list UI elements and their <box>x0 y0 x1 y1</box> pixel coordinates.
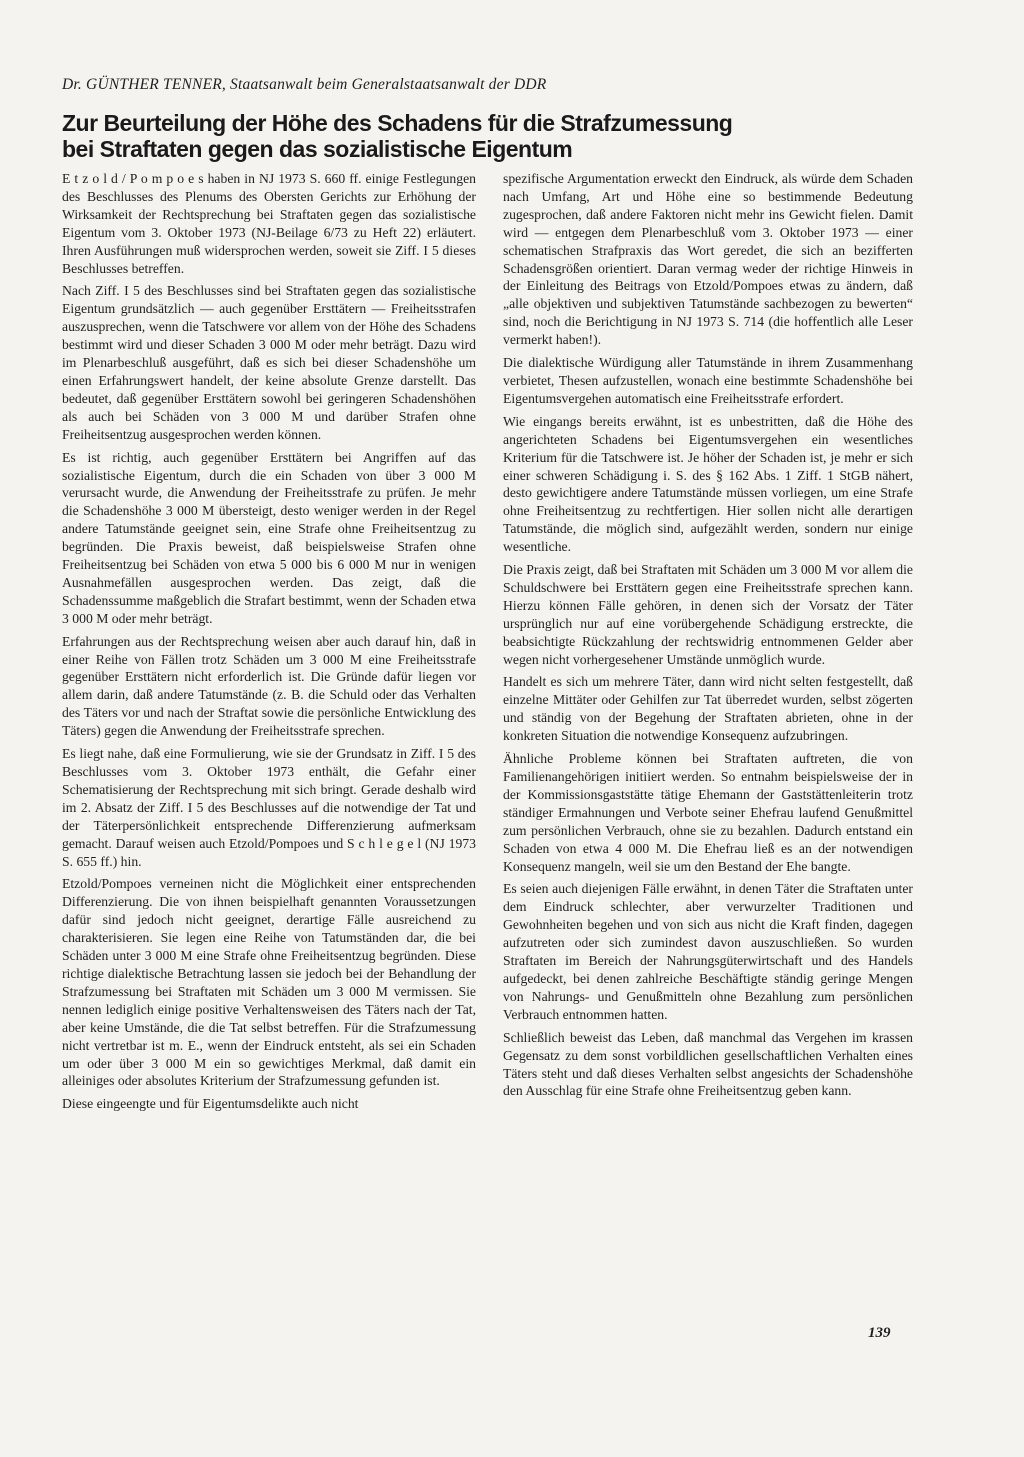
paragraph: Erfahrungen aus der Rechtsprechung weisen aber auch darauf hin, daß in einer Reihe von Fällen trotz Schäden um 3 000 M eine Freiheitsstrafe gegenüber Ersttätern nicht erforderlich ist. Die Gründe dafür liegen vor allem darin, daß andere Tatumstände (z. B. die Schuld oder das Verhalten des Täters vor und nach der Straftat sowie die persönliche Entwicklung des Täters) gegen die Anwendung der Freiheitsstrafe sprechen. <box>62 633 476 739</box>
paragraph: spezifische Argumentation erweckt den Eindruck, als würde dem Schaden nach Umfang, Art und Höhe eine so bestimmende Bedeutung zugesprochen, daß andere Faktoren nicht mehr ins Gewicht fielen. Damit wird — entgegen dem Plenarbeschluß vom 3. Oktober 1973 — einer schematischen Strafpraxis das Wort geredet, die sich an bezifferten Schadensgrößen orientiert. Daran vermag weder der richtige Hinweis in der Einleitung des Beitrags von Etzold/Pompoes etwas zu ändern, daß „alle objektiven und subjektiven Tatumstände sachbezogen zu bewerten“ sind, noch die Berichtigung in NJ 1973 S. 714 (die hoffentlich alle Leser vermerkt haben!). <box>503 171 913 348</box>
paragraph: Handelt es sich um mehrere Täter, dann wird nicht selten festgestellt, daß einzelne Mittäter oder Gehilfen zur Tat überredet wurden, selbst zögerten und ständig von der Begehung der Straftaten abrieten, ohne in der konkreten Situation die notwendige Konsequenz aufzubringen. <box>503 674 913 744</box>
paragraph: Die Praxis zeigt, daß bei Straftaten mit Schäden um 3 000 M vor allem die Schuldschwere bei Ersttätern gegen eine Freiheitsstrafe sprechen kann. Hierzu können Fälle gehören, in denen sich der Vorsatz der Täter ursprünglich nur auf eine vorübergehende Schädigung erstreckte, die beabsichtigte Rückzahlung der rechtswidrig entnommenen Gelder aber wegen nicht vorhergesehener Umstände unmöglich wurde. <box>503 562 913 667</box>
paragraph: Schließlich beweist das Leben, daß manchmal das Vergehen im krassen Gegensatz zu dem sonst vorbildlichen gesellschaftlichen Verhalten eines Täters steht und daß dieses Verhalten selbst angesichts der Schadenshöhe den Ausschlag für eine Strafe ohne Freiheitsentzug geben kann. <box>503 1029 913 1099</box>
paragraph: Diese eingeengte und für Eigentumsdelikte auch nicht <box>62 1096 359 1112</box>
title-line-1: Zur Beurteilung der Höhe des Schadens für die Strafzumessung <box>62 110 733 136</box>
left-column <box>62 170 476 1118</box>
article-title <box>62 110 962 162</box>
paragraph: Es ist richtig, auch gegenüber Ersttätern bei Angriffen auf das sozialistische Eigentum, durch die ein Schaden von über 3 000 M verursacht wurde, die Anwendung der Freiheitsstrafe zu prüfen. Je mehr die Schadenshöhe 3 000 M übersteigt, desto weniger werden in der Regel andere Tatumstände geeignet sein, eine Strafe ohne Freiheitsentzug zu begründen. Die Praxis beweist, daß beispielsweise Strafen ohne Freiheitsentzug bei Schäden von etwa 5 000 bis 6 000 M nur in wenigen Ausnahmefällen ausgesprochen werden. Das zeigt, daß die Schadenssumme maßgeblich die Strafart bestimmt, wenn der Schaden etwa 3 000 M oder mehr beträgt. <box>62 449 476 626</box>
right-column <box>503 170 913 1105</box>
paragraph: Nach Ziff. I 5 des Beschlusses sind bei Straftaten gegen das sozialistische Eigentum grundsätzlich — auch gegenüber Ersttätern — Freiheitsstrafen auszusprechen, wenn die Tatschwere vor allem von der Höhe des Schadens bestimmt wird und dieser Schaden 3 000 M oder mehr beträgt. Dazu wird im Plenarbeschluß ausgeführt, daß es sich bei dieser Schadenshöhe um einen Erfahrungswert handelt, der keine absolute Grenze darstellt. Das bedeutet, daß gegenüber Ersttätern sowohl bei geringeren Schadenshöhen als auch bei Schäden von 3 000 M und darüber Strafen ohne Freiheitsentzug ausgesprochen werden können. <box>62 283 476 442</box>
paragraph: Wie eingangs bereits erwähnt, ist es unbestritten, daß die Höhe des angerichteten Schadens bei Eigentumsvergehen ein wesentliches Kriterium für die Tatschwere ist. Je höher der Schaden ist, je mehr er sich einer schweren Schädigung i. S. des § 162 Abs. 1 Ziff. 1 StGB nähert, desto gewichtigere andere Tatumstände müssen vorliegen, um eine Strafe ohne Freiheitsentzug zu rechtfertigen. Hier sollen nicht alle derartigen Tatumstände, die möglich sind, aufgezählt werden, sondern nur einige wesentliche. <box>503 413 913 555</box>
page-number: 139 <box>868 1325 891 1341</box>
paragraph: E t z o l d / P o m p o e s haben in NJ 1973 S. 660 ff. einige Festlegungen des Beschlusses des Plenums des Obersten Gerichts zur Erhöhung der Wirksamkeit der Rechtsprechung bei Straftaten gegen das sozialistische Eigentum vom 3. Oktober 1973 (NJ-Beilage 6/73 zu Heft 22) erläutert. Ihren Ausführungen muß widersprochen werden, soweit sie Ziff. I 5 dieses Beschlusses betreffen. <box>62 171 476 276</box>
paragraph: Ähnliche Probleme können bei Straftaten auftreten, die von Familienangehörigen initiiert werden. So entnahm beispielsweise der in der Kommissionsgaststätte tätige Ehemann der Gaststättenleiterin trotz ständiger Ermahnungen und Verbote seiner Ehefrau laufend Genußmittel zum persönlichen Verbrauch, ohne sie zu bezahlen. Dadurch entstand ein Schaden von etwa 4 000 M. Die Ehefrau ließ es an der notwendigen Konsequenz mangeln, weil sie um den Bestand der Ehe bangte. <box>503 751 913 874</box>
paragraph: Die dialektische Würdigung aller Tatumstände in ihrem Zusammenhang verbietet, Thesen aufzustellen, wonach eine bestimmte Schadenshöhe bei Eigentumsvergehen automatisch eine Freiheitsstrafe erfordert. <box>503 355 913 406</box>
paragraph: Es seien auch diejenigen Fälle erwähnt, in denen Täter die Straftaten unter dem Eindruck schlechter, aber verwurzelter Traditionen und Gewohnheiten begehen und von sich aus nicht die Kraft finden, dagegen aufzutreten oder sich zumindest davon auszuschließen. So wurden Straftaten im Bereich der Nahrungsgüterwirtschaft und des Handels aufgedeckt, bei denen zahlreiche Beschäftigte ständig geringe Mengen von Nahrungs- und Genußmitteln ohne Bezahlung zum persönlichen Verbrauch entnommen hatten. <box>503 881 913 1022</box>
author-byline: Dr. GÜNTHER TENNER, Staatsanwalt beim Generalstaatsanwalt der DDR <box>62 76 547 93</box>
title-line-2: bei Straftaten gegen das sozialistische Eigentum <box>62 136 573 162</box>
paragraph: Etzold/Pompoes verneinen nicht die Möglichkeit einer entsprechenden Differenzierung. Die von ihnen beispielhaft genannten Voraussetzungen dafür sind jedoch nicht geeignet, derartige Fälle ausreichend zu charakterisieren. Sie legen eine Reihe von Tatumständen dar, die bei Schäden unter 3 000 M eine Strafe ohne Freiheitsentzug begründen. Diese richtige dialektische Betrachtung lassen sie jedoch bei der Behandlung der Strafzumessung bei Straftaten mit Schäden um 3 000 M vermissen. Sie nennen lediglich einige positive Verhaltensweisen des Täters nach der Tat, aber keine Umstände, die die Tat selbst betreffen. Für die Strafzumessung nicht vertretbar ist m. E., wenn der Eindruck entsteht, als sei ein Schaden um oder über 3 000 M ein so gewichtiges Merkmal, daß damit ein alleiniges oder absolutes Kriterium der Strafzumessung gefunden ist. <box>62 876 476 1089</box>
paragraph: Es liegt nahe, daß eine Formulierung, wie sie der Grundsatz in Ziff. I 5 des Beschlusses vom 3. Oktober 1973 enthält, die Gefahr einer Schematisierung der Rechtsprechung mit sich bringt. Gerade deshalb wird im 2. Absatz der Ziff. I 5 des Beschlusses auf die notwendige der Tat und der Täterpersönlichkeit entsprechende Differenzierung aufmerksam gemacht. Darauf weisen auch Etzold/Pompoes und S c h l e g e l (NJ 1973 S. 655 ff.) hin. <box>62 746 476 869</box>
